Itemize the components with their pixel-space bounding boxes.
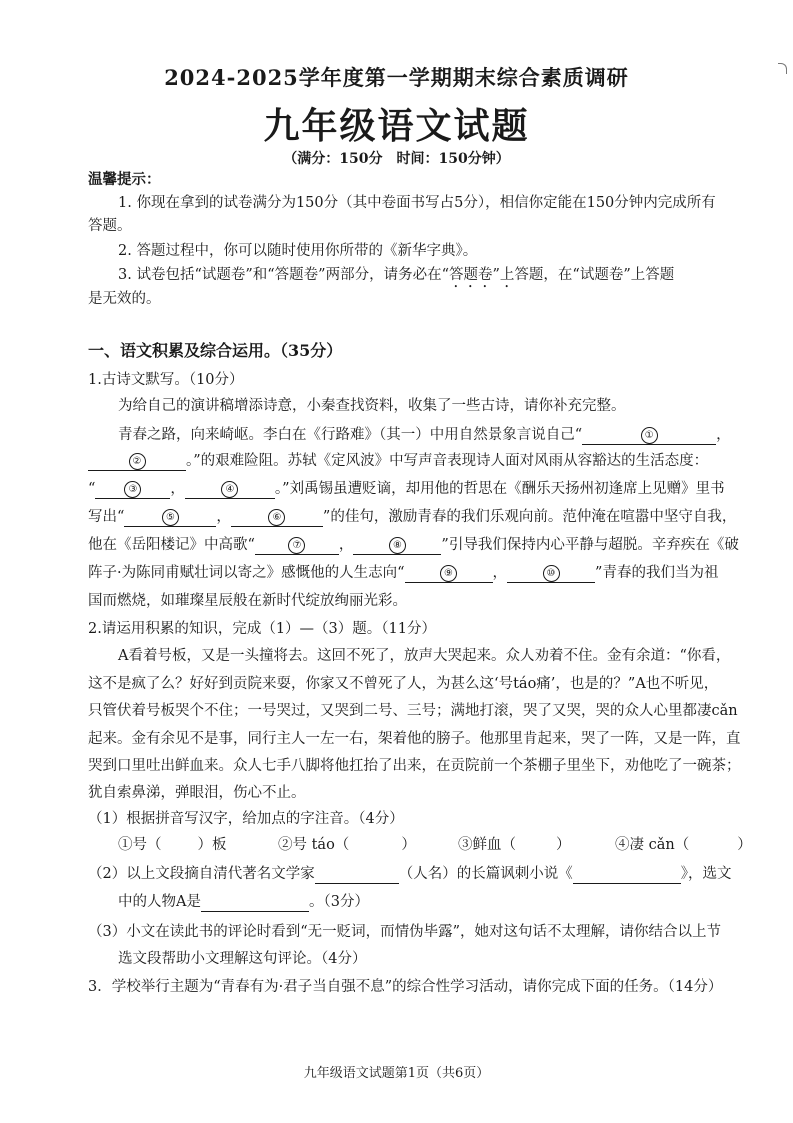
q1-line6: 阵子·为陈同甫赋壮词以寄之》感慨他的人生志向“ ⑨ ， ⑩ ”青春的我们当为祖	[88, 565, 719, 581]
sub1-item-1[interactable]: ①号（ ）板	[118, 837, 227, 853]
blank-2[interactable]: ②	[88, 452, 186, 471]
tip-1-line2: 答题。	[88, 218, 132, 234]
q1-line3: “ ③ ， ④ 。”刘禹锡虽遭贬谪，却用他的哲思在《酬乐天扬州初逢席上见赠》里书	[88, 481, 725, 497]
q1-line7: 国而燃烧，如璀璨星辰般在新时代绽放绚丽光彩。	[88, 593, 407, 609]
q3-title: 3．学校举行主题为“青春有为·君子当自强不息”的综合性学习活动，请你完成下面的任务。（14分）	[88, 979, 723, 995]
section-1-heading: 一、语文积累及综合运用。（35分）	[88, 341, 343, 360]
character-blank[interactable]	[201, 893, 309, 912]
exam-main-title: 九年级语文试题	[263, 105, 530, 147]
tip-2: 2. 答题过程中，你可以随时使用你所带的《新华字典》。	[118, 243, 478, 259]
blank-3[interactable]: ③	[95, 480, 170, 499]
blank-7[interactable]: ⑦	[255, 536, 339, 555]
blank-6[interactable]: ⑥	[231, 508, 323, 527]
tip-3-line1: 3. 试卷包括“试题卷”和“答题卷”两部分，请务必在“答题卷”上答题，在“试题卷”上答题	[118, 267, 675, 283]
blank-4[interactable]: ④	[185, 480, 275, 499]
page-footer: 九年级语文试题第1页（共6页）	[303, 1066, 490, 1081]
sub1-item-3[interactable]: ③鲜血（ ）	[458, 837, 571, 853]
blank-5[interactable]: ⑤	[124, 508, 216, 527]
q1-line5: 他在《岳阳楼记》中高歌“ ⑦ ， ⑧ ”引导我们保持内心平静与超脱。辛弃疾在《破	[88, 537, 739, 553]
q1-line4: 写出“ ⑤ ， ⑥ ”的佳句，激励青春的我们乐观向前。范仲淹在喧嚣中坚守自我，	[88, 509, 737, 525]
tip-1-line1: 1. 你现在拿到的试卷满分为150分（其中卷面书写占5分），相信你定能在150分钟内完成所有	[118, 195, 716, 211]
q2-passage-6: 犹自索鼻涕，弹眼泪，伤心不止。	[88, 785, 306, 801]
author-blank[interactable]	[315, 865, 399, 884]
q2-passage-4: 起来。金有余见不是事，同行主人一左一右，架着他的膀子。他那里肯起来，哭了一阵，又是一阵，直	[88, 731, 741, 747]
q2-passage-2: 这不是疯了么？好好到贡院来耍，你家又不曾死了人，为甚么这‘号táo痛’，也是的？”A也不听见，	[88, 676, 719, 692]
q2-sub3-line2: 选文段帮助小文理解这句评论。（4分）	[118, 951, 367, 967]
exam-sup-title: 2024-2025学年度第一学期期末综合素质调研	[164, 65, 629, 90]
q2-passage-3: 只管伏着号板哭个不住；一号哭过，又哭到二号、三号；满地打滚，哭了又哭，哭的众人心里都凄cǎn	[88, 703, 738, 719]
q1-title: 1.古诗文默写。（10分）	[88, 372, 244, 388]
tip-3-emphasis: “答题卷”上	[441, 267, 515, 283]
q2-passage-1: A看着号板，又是一头撞将去。这回不死了，放声大哭起来。众人劝着不住。金有余道：“你看，	[118, 648, 731, 664]
blank-9[interactable]: ⑨	[405, 564, 493, 583]
exam-meta: （满分：150分 时间：150分钟）	[283, 151, 510, 167]
q2-sub2-line2: 中的人物A是 。（3分）	[118, 894, 369, 910]
sub1-item-2[interactable]: ②号 táo（ ）	[278, 837, 416, 853]
q2-title: 2.请运用积累的知识，完成（1）—（3）题。（11分）	[88, 621, 436, 637]
q2-sub2-line1: （2）以上文段摘自清代著名文学家 （人名）的长篇讽刺小说《 》，选文	[88, 866, 732, 882]
q1-intro: 为给自己的演讲稿增添诗意，小秦查找资料，收集了一些古诗，请你补充完整。	[118, 398, 626, 414]
q2-sub3-line1: （3）小文在读此书的评论时看到“无一贬词，而情伪毕露”，她对这句话不太理解，请你结合以上节	[88, 924, 722, 940]
blank-1[interactable]: ①	[582, 426, 716, 445]
q1-line2: ② 。”的艰难险阻。苏轼《定风波》中写声音表现诗人面对风雨从容豁达的生活态度：	[88, 451, 773, 471]
tips-heading: 温馨提示：	[88, 171, 161, 188]
novel-blank[interactable]	[573, 865, 681, 884]
q2-passage-5: 哭到口里吐出鲜血来。众人七手八脚将他扛抬了出来，在贡院前一个茶棚子里坐下，劝他吃了一碗茶；	[88, 758, 741, 774]
sub1-item-4[interactable]: ④凄 cǎn（ ）	[615, 837, 752, 853]
q1-line1: 青春之路，向来崎岖。李白在《行路难》（其一）中用自然景象言说自己“ ① ，	[118, 427, 731, 443]
blank-8[interactable]: ⑧	[353, 536, 441, 555]
blank-10[interactable]: ⑩	[507, 564, 595, 583]
tip-3-line2: 是无效的。	[88, 291, 161, 307]
q2-sub1: （1）根据拼音写汉字，给加点的字注音。（4分）	[88, 811, 404, 827]
